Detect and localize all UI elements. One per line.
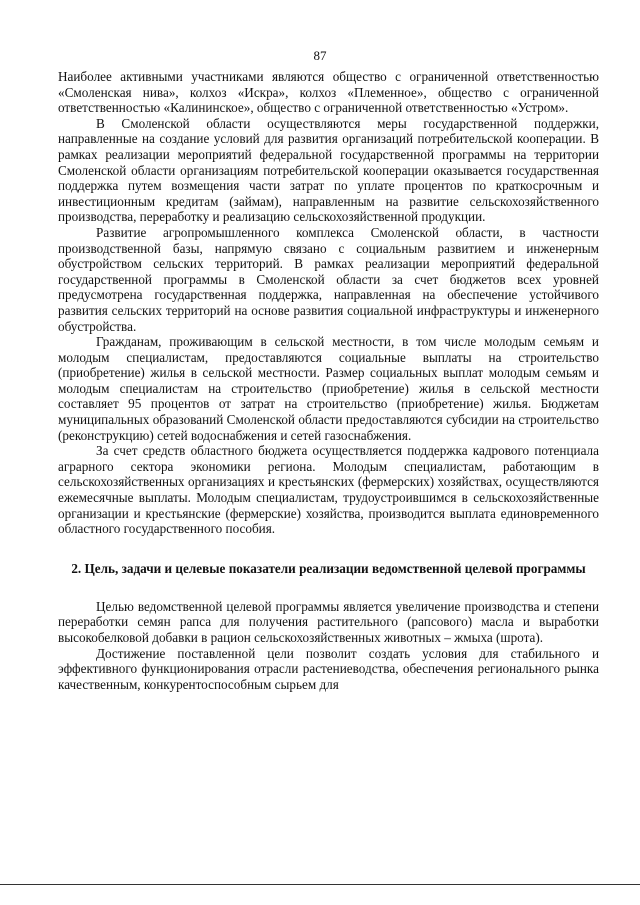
paragraph: Целью ведомственной целевой программы является увеличение производства и степени переработки семян рапса для получения растительного (рапсового) масла и выработки высокобелковой добавки в рацион сельскохозяйственных животных – жмыха (шрота).	[58, 598, 599, 645]
page-number: 87	[313, 48, 327, 63]
document-body	[58, 69, 599, 692]
bottom-rule	[0, 884, 640, 885]
paragraph: Наиболее активными участниками являются общество с ограниченной ответственностью «Смоленская нива», колхоз «Искра», колхоз «Племенное», общество с ограниченной ответственностью «Калининское», общество с ограниченной ответственностью «Устром».	[58, 69, 599, 116]
paragraph: В Смоленской области осуществляются меры государственной поддержки, направленные на создание условий для развития организаций потребительской кооперации. В рамках реализации мероприятий федеральной государственной программы на территории Смоленской области организациям потребительской кооперации оказывается государственная поддержка путем возмещения части затрат по уплате процентов по краткосрочным и инвестиционным кредитам (займам), направленным на развитие сельскохозяйственного производства, переработку и реализацию сельскохозяйственной продукции.	[58, 115, 599, 225]
paragraph: Гражданам, проживающим в сельской местности, в том числе молодым семьям и молодым специалистам, предоставляются социальные выплаты на строительство (приобретение) жилья в сельской местности. Размер социальных выплат молодым семьям и молодым специалистам на строительство (приобретение) жилья в сельской местности составляет 95 процентов от затрат на строительство (приобретение) жилья. Бюджетам муниципальных образований Смоленской области предоставляются субсидии на строительство (реконструкцию) сетей водоснабжения и сетей газоснабжения.	[58, 334, 599, 443]
paragraph: Развитие агропромышленного комплекса Смоленской области, в частности производственной базы, напрямую связано с социальным развитием и инженерным обустройством сельских территорий. В рамках реализации мероприятий федеральной государственной программы в Смоленской области за счет бюджетов всех уровней предусмотрена государственная поддержка, направленная на обеспечение устойчивого развития сельских территорий на основе развития социальной инфраструктуры и инженерного обустройства.	[58, 224, 599, 334]
paragraph: За счет средств областного бюджета осуществляется поддержка кадрового потенциала аграрного сектора экономики региона. Молодым специалистам, работающим в сельскохозяйственных организациях и крестьянских (фермерских) хозяйствах, осуществляются ежемесячные выплаты. Молодым специалистам, трудоустроившимся в сельскохозяйственные организации и крестьянские (фермерские) хозяйства, производится выплата единовременного областного государственного пособия.	[58, 443, 599, 537]
section-heading: 2. Цель, задачи и целевые показатели реализации ведомственной целевой программы	[71, 560, 586, 576]
paragraph: Достижение поставленной цели позволит создать условия для стабильного и эффективного функционирования отрасли растениеводства, обеспечения регионального рынка качественным, конкурентоспособным сырьем для	[58, 645, 599, 692]
